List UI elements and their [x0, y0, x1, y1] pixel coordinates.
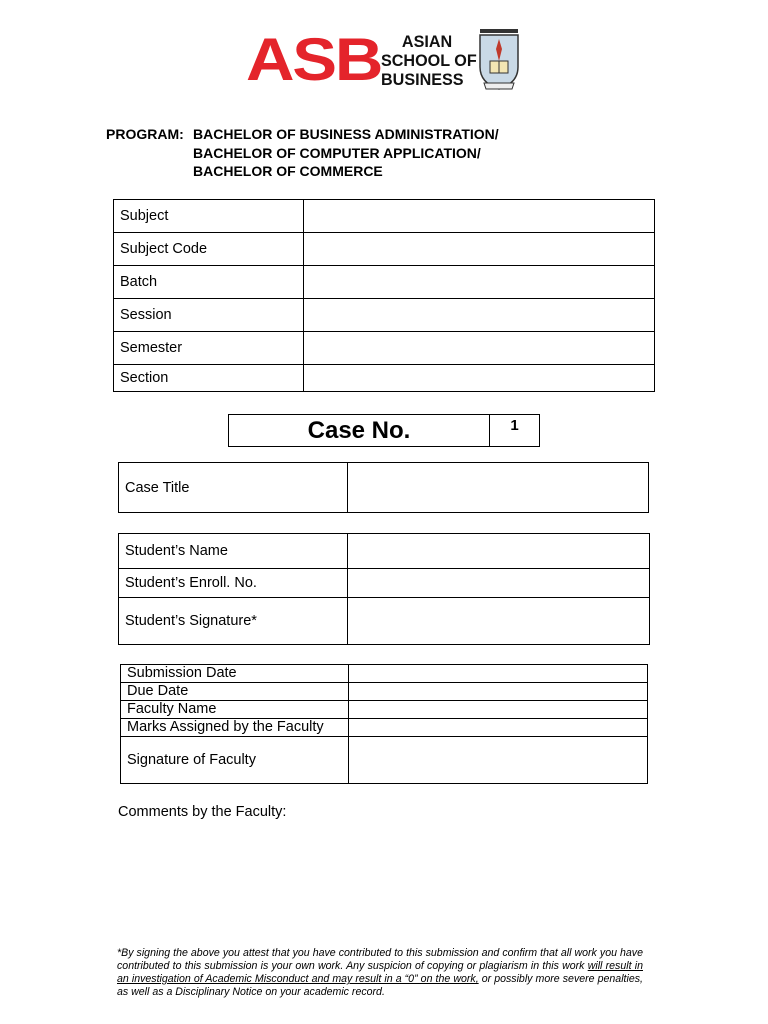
- student-signature-label: Student’s Signature*: [119, 598, 348, 645]
- disclaimer-text-1: *By signing the above you attest that you have contributed to this submission and confirm that all work you have contributed to this submission is your own work. Any suspicion of copying or plagiarism in this work: [117, 947, 643, 972]
- student-info-table: [118, 533, 650, 645]
- faculty-name-label: Faculty Name: [121, 701, 349, 719]
- due-date-field[interactable]: [349, 683, 648, 701]
- faculty-comments-label: Comments by the Faculty:: [118, 804, 287, 820]
- disclaimer-text-2: or possibly more severe penalties, as well as a Disciplinary Notice on your academic record.: [117, 973, 643, 998]
- logo-line-school: SCHOOL OF: [381, 51, 477, 70]
- faculty-signature-label: Signature of Faculty: [121, 737, 349, 784]
- faculty-name-field[interactable]: [349, 701, 648, 719]
- program-heading: [106, 125, 499, 181]
- course-info-table: [113, 199, 655, 392]
- student-enroll-field[interactable]: [348, 569, 650, 598]
- submission-date-field[interactable]: [349, 665, 648, 683]
- program-line-bcom: BACHELOR OF COMMERCE: [193, 163, 383, 179]
- section-field[interactable]: [304, 365, 655, 392]
- semester-label: Semester: [114, 332, 304, 365]
- subject-code-label: Subject Code: [114, 233, 304, 266]
- signature-disclaimer: [117, 947, 643, 999]
- subject-field[interactable]: [304, 200, 655, 233]
- case-title-label: Case Title: [119, 463, 348, 513]
- batch-field[interactable]: [304, 266, 655, 299]
- session-label: Session: [114, 299, 304, 332]
- program-prefix: PROGRAM:: [106, 126, 184, 142]
- submission-table: [120, 664, 648, 784]
- student-signature-field[interactable]: [348, 598, 650, 645]
- marks-label: Marks Assigned by the Faculty: [121, 719, 349, 737]
- logo-line-business: BUSINESS: [381, 70, 464, 89]
- case-no-label: Case No.: [229, 415, 490, 447]
- program-line-bba: BACHELOR OF BUSINESS ADMINISTRATION/: [193, 126, 499, 142]
- program-line-bca: BACHELOR OF COMPUTER APPLICATION/: [193, 144, 481, 161]
- section-label: Section: [114, 365, 304, 392]
- asb-logo-wordmark: [381, 32, 477, 89]
- marks-field[interactable]: [349, 719, 648, 737]
- disclaimer-underlined: will result in an investigation of Academic Misconduct and may result in a “0” on the work,: [117, 960, 643, 985]
- case-no-value: 1: [490, 415, 540, 447]
- subject-code-field[interactable]: [304, 233, 655, 266]
- case-number-box: [228, 414, 540, 447]
- submission-date-label: Submission Date: [121, 665, 349, 683]
- batch-label: Batch: [114, 266, 304, 299]
- case-title-table: [118, 462, 649, 513]
- student-name-field[interactable]: [348, 534, 650, 569]
- faculty-signature-field[interactable]: [349, 737, 648, 784]
- student-name-label: Student’s Name: [119, 534, 348, 569]
- subject-label: Subject: [114, 200, 304, 233]
- logo-line-asian: ASIAN: [401, 32, 453, 51]
- case-title-field[interactable]: [348, 463, 649, 513]
- asb-logo-mark: ASB: [246, 26, 382, 93]
- session-field[interactable]: [304, 299, 655, 332]
- student-enroll-label: Student’s Enroll. No.: [119, 569, 348, 598]
- semester-field[interactable]: [304, 332, 655, 365]
- crest-icon: [476, 27, 522, 93]
- due-date-label: Due Date: [121, 683, 349, 701]
